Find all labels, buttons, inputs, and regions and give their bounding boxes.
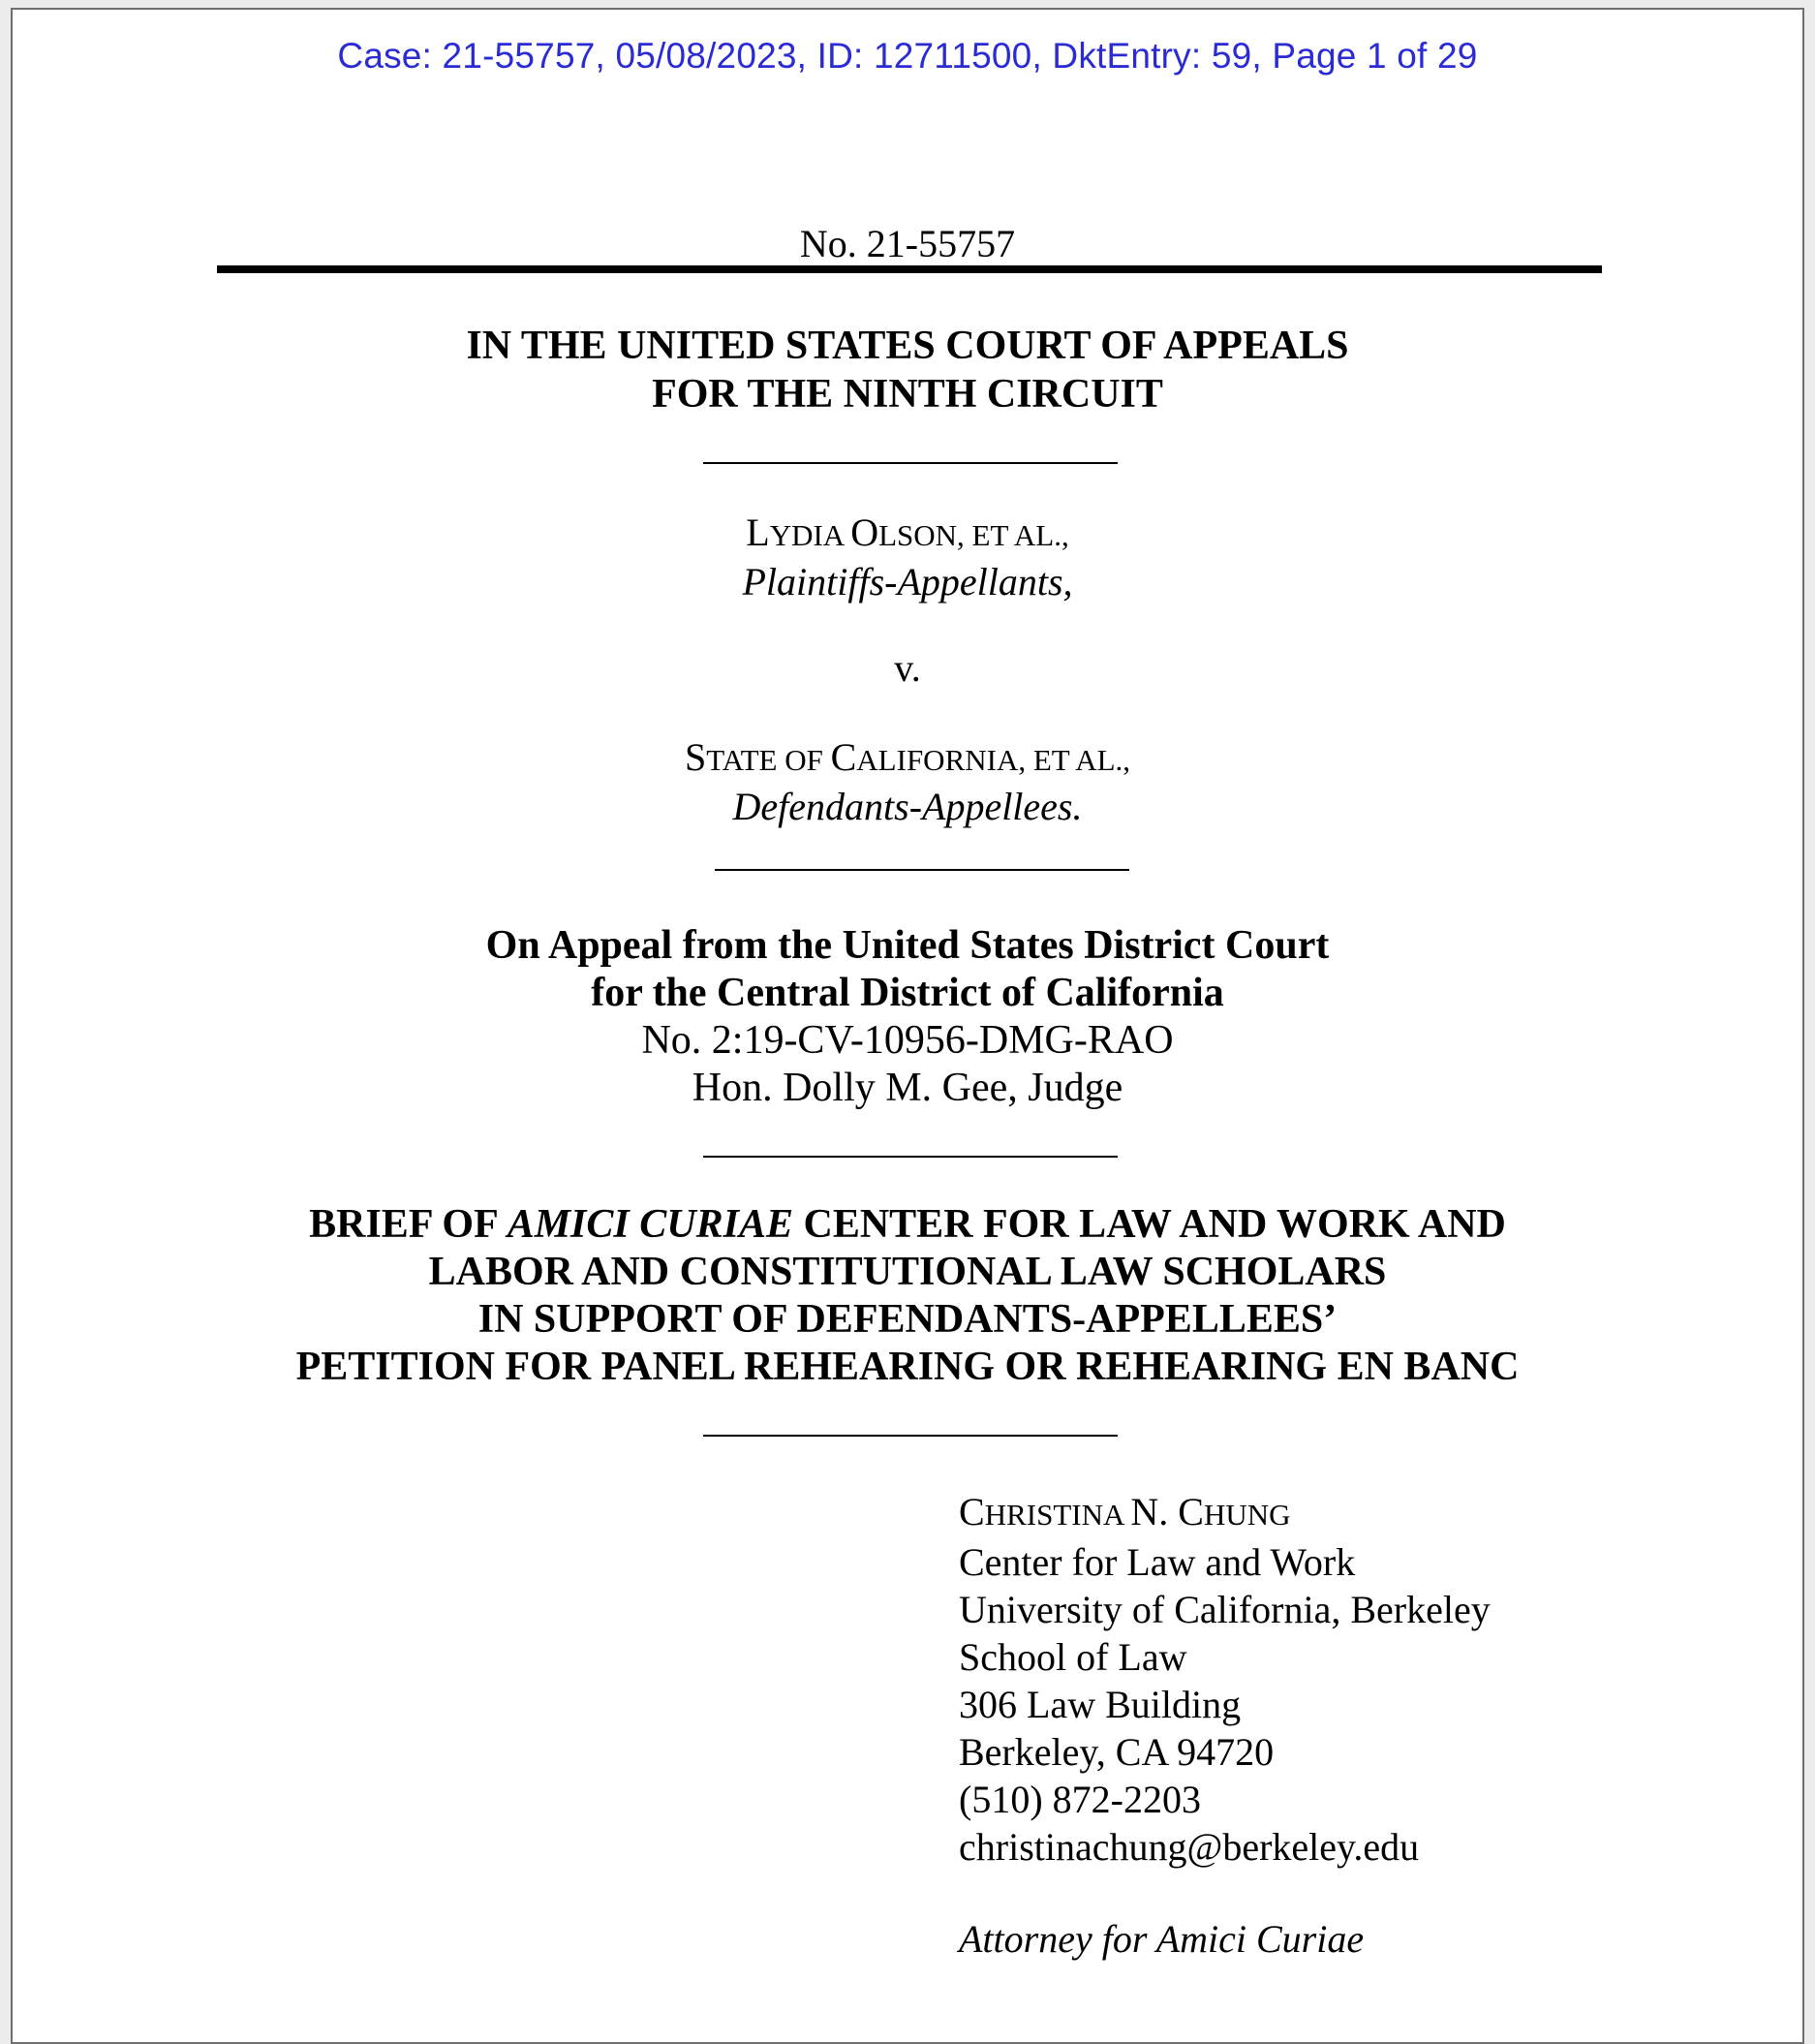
plaintiff-role: Plaintiffs-Appellants, bbox=[742, 560, 1073, 604]
appeal-docket: No. 2:19-CV-10956-DMG-RAO bbox=[641, 1018, 1174, 1063]
brief-line-2: LABOR AND CONSTITUTIONAL LAW SCHOLARS bbox=[428, 1250, 1387, 1294]
brief-line-3: IN SUPPORT OF DEFENDANTS-APPELLEES’ bbox=[477, 1297, 1338, 1342]
docket-stamp bbox=[13, 36, 1802, 77]
appeal-line-2: for the Central District of California bbox=[591, 971, 1224, 1015]
plaintiff-name-initial-1: L bbox=[746, 511, 770, 554]
plaintiff-name-rest-1: YDIA bbox=[769, 518, 851, 552]
attorney-school: School of Law bbox=[959, 1635, 1187, 1679]
docket-stamp-text: Case: 21-55757, 05/08/2023, ID: 12711500, DktEntry: 59, Page 1 of 29 bbox=[337, 36, 1478, 76]
brief-line-4: PETITION FOR PANEL REHEARING OR REHEARING EN BANC bbox=[295, 1345, 1520, 1389]
attorney-role: Attorney for Amici Curiae bbox=[959, 1917, 1365, 1961]
divider-2 bbox=[715, 869, 1129, 871]
court-line-1: IN THE UNITED STATES COURT OF APPEALS bbox=[466, 324, 1349, 368]
plaintiff-name-rest-2: LSON, ET AL., bbox=[878, 518, 1069, 552]
versus: v. bbox=[894, 646, 921, 690]
defendant-name-initial-1: S bbox=[684, 735, 707, 779]
brief-line-1-suffix: CENTER FOR LAW AND WORK AND bbox=[792, 1202, 1506, 1247]
divider-4 bbox=[703, 1435, 1118, 1437]
case-number: No. 21-55757 bbox=[799, 222, 1016, 265]
thick-divider bbox=[217, 265, 1602, 273]
divider-1 bbox=[703, 462, 1118, 464]
attorney-email: christinachung@berkeley.edu bbox=[959, 1825, 1420, 1869]
plaintiff-name-initial-2: O bbox=[850, 511, 879, 554]
attorney-university: University of California, Berkeley bbox=[959, 1588, 1491, 1631]
attorney-building: 306 Law Building bbox=[959, 1683, 1242, 1726]
court-caption bbox=[13, 322, 1802, 418]
brief-line-1-italic: AMICI CURIAE bbox=[507, 1202, 793, 1247]
attorney-block bbox=[959, 1488, 1491, 1871]
brief-title bbox=[13, 1201, 1802, 1391]
defendant-name-initial-2: C bbox=[830, 735, 857, 779]
attorney-phone: (510) 872-2203 bbox=[959, 1778, 1201, 1821]
defendant-name bbox=[13, 734, 1802, 784]
defendant-name-rest-2: ALIFORNIA, ET AL., bbox=[856, 743, 1131, 777]
attorney-city: Berkeley, CA 94720 bbox=[959, 1730, 1275, 1774]
defendant-name-rest-1: TATE OF bbox=[706, 743, 831, 777]
attorney-name-rest-2: HUNG bbox=[1203, 1498, 1291, 1532]
appeal-line-1: On Appeal from the United States District Court bbox=[485, 923, 1330, 968]
document-page bbox=[11, 8, 1804, 2044]
attorney-name bbox=[959, 1488, 1491, 1538]
defendant-role: Defendants-Appellees. bbox=[732, 785, 1083, 828]
appeal-info bbox=[13, 922, 1802, 1112]
attorney-org: Center for Law and Work bbox=[959, 1540, 1356, 1584]
plaintiff-name bbox=[13, 510, 1802, 559]
attorney-name-initial-1: C bbox=[959, 1490, 985, 1533]
court-line-2: FOR THE NINTH CIRCUIT bbox=[652, 372, 1163, 417]
brief-line-1 bbox=[13, 1201, 1802, 1249]
defendant-block bbox=[13, 734, 1802, 830]
plaintiff-block bbox=[13, 510, 1802, 605]
attorney-name-initial-2: N. C bbox=[1130, 1490, 1204, 1533]
appeal-judge: Hon. Dolly M. Gee, Judge bbox=[692, 1066, 1123, 1110]
brief-line-1-prefix: BRIEF OF bbox=[309, 1202, 508, 1247]
divider-3 bbox=[703, 1156, 1118, 1158]
attorney-name-rest-1: HRISTINA bbox=[984, 1498, 1131, 1532]
